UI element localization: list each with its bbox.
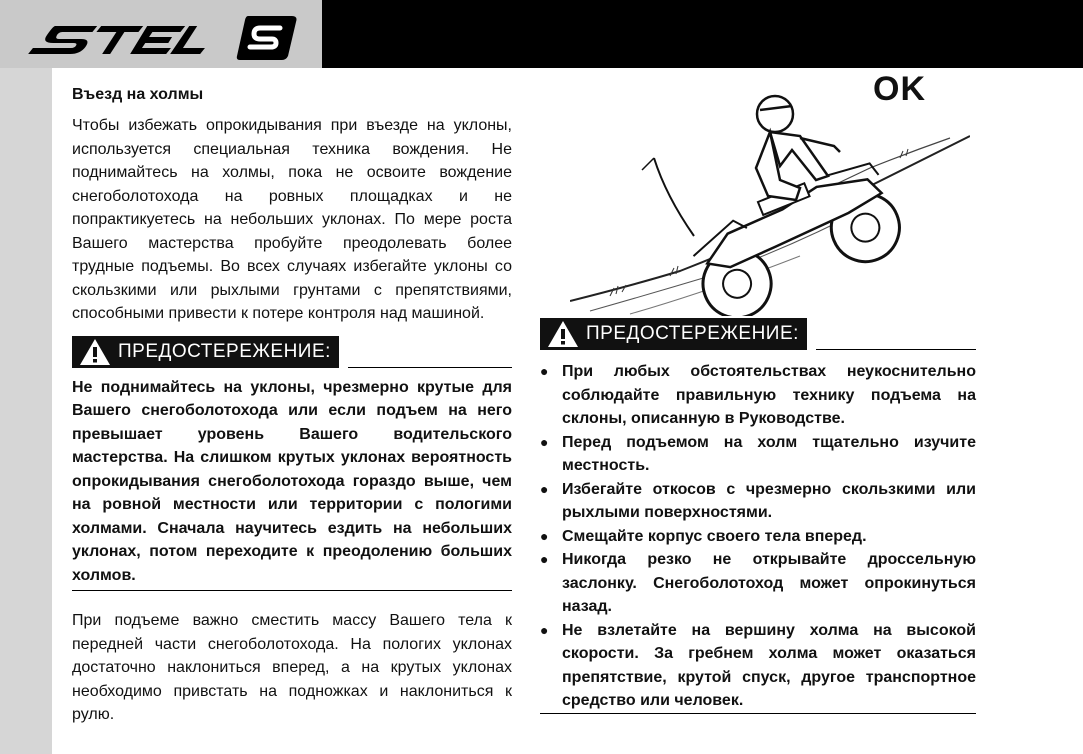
right-warning-rule <box>816 349 976 350</box>
list-item: ● Не взлетайте на вершину холма на высокой скорости. За гребнем холма может оказаться препятствие, крутой спуск, другое транспортное средство или человек. <box>540 619 976 714</box>
bullet-icon: ● <box>540 621 549 638</box>
left-warning-text: Не поднимайтесь на уклоны, чрезмерно крутые для Вашего снегоболотохода или если подъем на него превышает уровень Вашего водительского мастерства. На слишком крутых уклонах вероятность опрокидывания снегоболотохода гораздо выше, чем на ровной местности или территории с пологими холмами. Сначала научитесь ездить на небольших уклонах, потом переходите к преодолению больших холмов. <box>72 376 512 592</box>
list-item: ● Избегайте откосов с чрезмерно скользкими или рыхлыми поверхностями. <box>540 478 976 525</box>
list-item: ● Перед подъемом на холм тщательно изучите местность. <box>540 431 976 478</box>
left-warning-rule <box>348 367 512 368</box>
warning-bullet-list <box>540 360 976 714</box>
left-gutter <box>0 68 52 754</box>
left-warning-block <box>72 336 512 592</box>
bullet-icon: ● <box>540 527 549 544</box>
left-warning-label: ПРЕДОСТЕРЕЖЕНИЕ: <box>118 340 331 362</box>
right-warning-badge <box>540 318 807 350</box>
body-paragraph-2: При подъеме важно сместить массу Вашего тела к передней части снегоболотохода. На пологих уклонах достаточно наклониться вперед, а на крутых уклонах необходимо привстать на подножках и наклониться к рулю. <box>72 612 512 723</box>
warning-triangle-icon <box>546 319 580 349</box>
warning-triangle-icon <box>78 337 112 367</box>
stels-badge-logo <box>236 14 298 62</box>
bullet-icon: ● <box>540 433 549 450</box>
list-item: ● Смещайте корпус своего тела вперед. <box>540 525 976 549</box>
header-black-band <box>322 0 1083 68</box>
right-column <box>540 318 976 714</box>
left-column <box>72 84 512 727</box>
list-item: ● Никогда резко не открывайте дроссельную заслонку. Снегоболотоход может опрокинуться назад. <box>540 548 976 619</box>
section-title: Въезд на холмы <box>72 86 204 103</box>
left-warning-badge <box>72 336 339 368</box>
list-item: ● При любых обстоятельствах неукоснительно соблюдайте правильную технику подъема на склоны, описанную в Руководстве. <box>540 360 976 431</box>
atv-hill-climb-illustration <box>570 76 970 316</box>
right-warning-label: ПРЕДОСТЕРЕЖЕНИЕ: <box>586 323 799 344</box>
bullet-icon: ● <box>540 363 549 379</box>
bullet-icon: ● <box>540 480 549 497</box>
stels-wordmark-logo <box>28 20 228 60</box>
intro-paragraph: Чтобы избежать опрокидывания при въезде на уклоны, используется специальная техника вождения. Не поднимайтесь на холмы, пока не освоите вождение снегоболотохода на ровных площадках и не попрактикуетесь на небольших уклонах. По мере роста Вашего мастерства пробуйте преодолевать более трудные подъемы. Во всех случаях избегайте уклоны со скользкими или рыхлыми грунтами с препятствиями, способными привести к потере контроля над машиной. <box>72 117 512 322</box>
ok-label: OK <box>873 70 926 108</box>
bullet-icon: ● <box>540 551 549 567</box>
